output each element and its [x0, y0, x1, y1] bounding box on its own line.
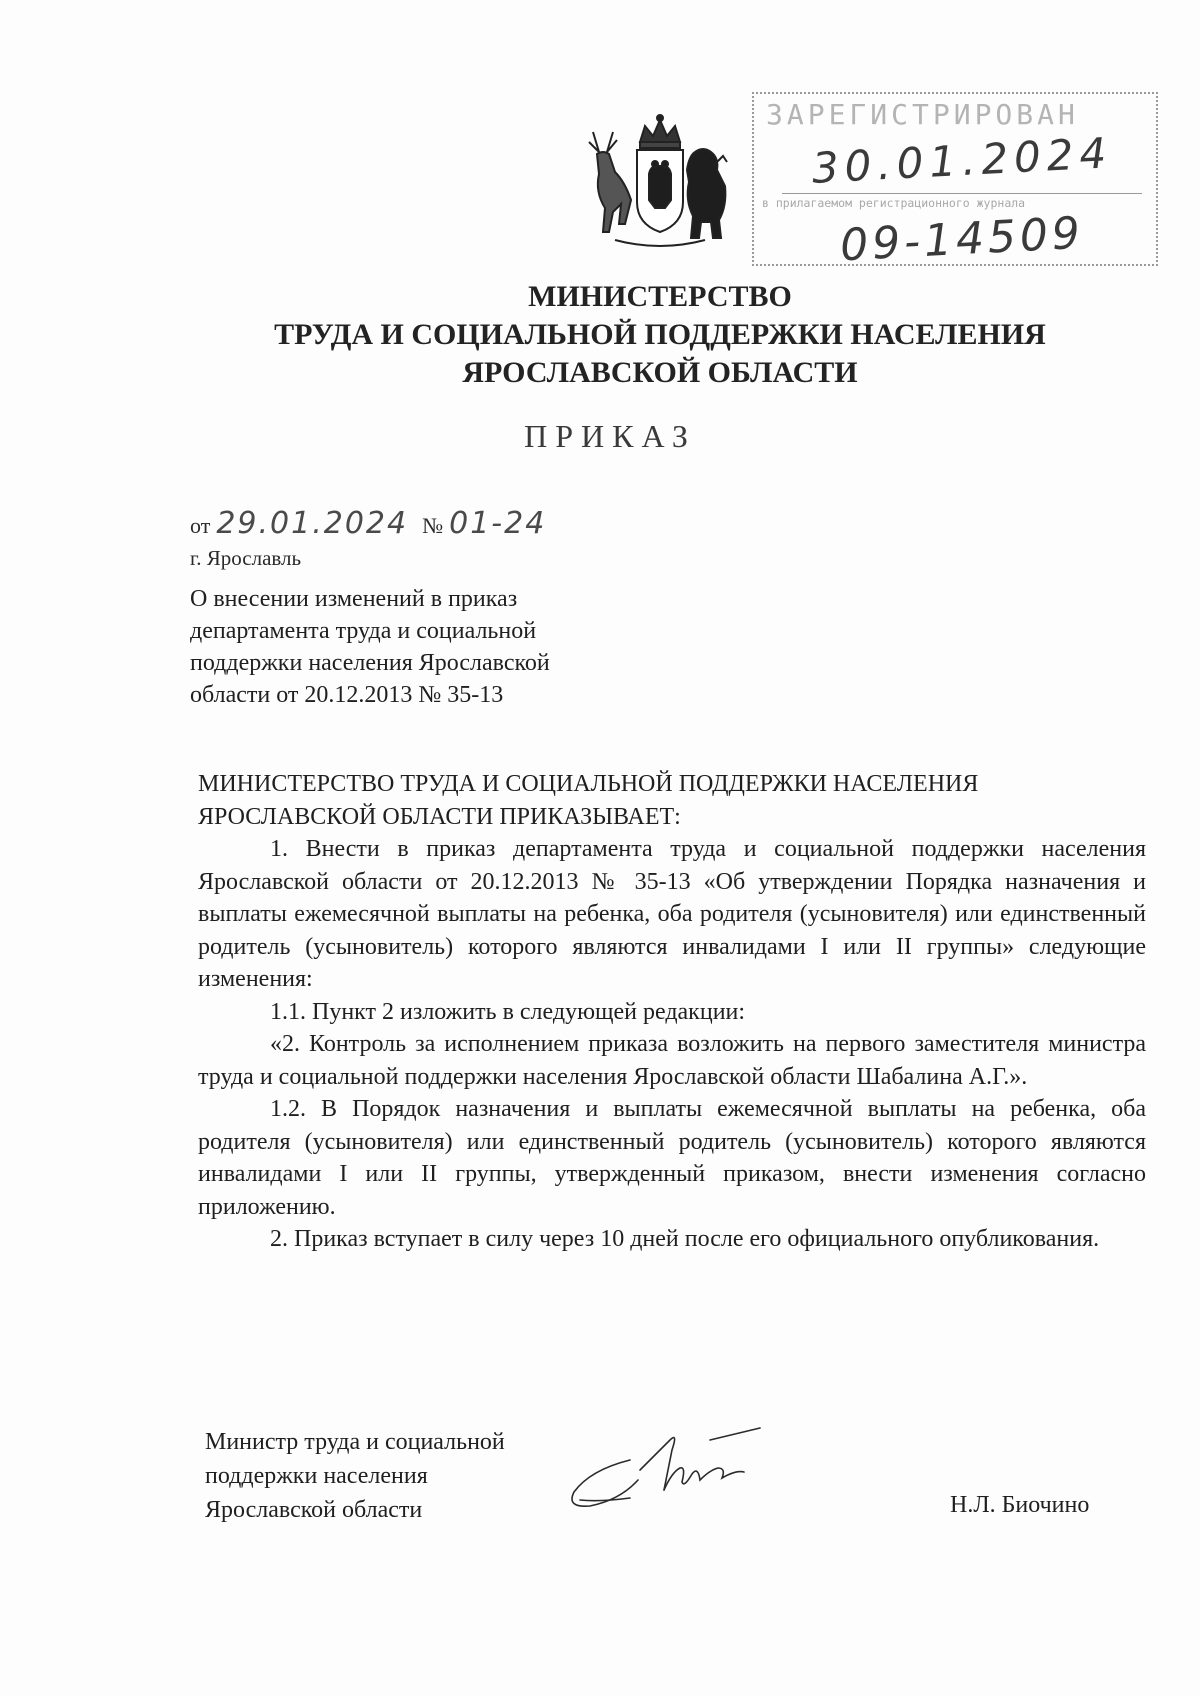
order-item-1-1-quote: «2. Контроль за исполнением приказа возложить на первого заместителя министра труда и социальной поддержки населения Ярославской области Шабалина А.Г.».: [198, 1031, 1146, 1090]
order-number-label: №: [422, 513, 444, 538]
signer-title-line-1: Министр труда и социальной: [205, 1429, 505, 1455]
order-date: 29.01.2024: [216, 506, 409, 541]
ministry-heading: [200, 278, 1120, 392]
signer-name: Н.Л. Биочино: [950, 1492, 1090, 1518]
stamp-registration-date: 30.01.2024: [810, 128, 1114, 193]
signer-title-line-3: Ярославской области: [205, 1497, 423, 1523]
ministry-heading-line-3: ЯРОСЛАВСКОЙ ОБЛАСТИ: [462, 356, 858, 389]
order-title: ПРИКАЗ: [524, 418, 696, 454]
order-item-1: 1. Внести в приказ департамента труда и социальной поддержки населения Ярославской области от 20.12.2013 № 35-13 «Об утверждении Порядка назначения и выплаты ежемесячной выплаты на ребенка, оба родителя (усыновителя) или единственный родитель (усыновитель) которого являются инвалидами I или II группы» следующие изменения:: [198, 836, 1146, 992]
handwritten-signature: [560, 1410, 790, 1520]
stamp-registration-number: 09-14509: [838, 207, 1086, 272]
order-from-label: от: [190, 513, 211, 538]
stamp-divider: [782, 193, 1142, 194]
ministry-heading-line-1: МИНИСТЕРСТВО: [528, 280, 792, 313]
registration-stamp: [752, 92, 1156, 272]
subject-line-3: поддержки населения Ярославской: [190, 650, 550, 676]
signer-title: [205, 1425, 585, 1527]
order-date-number-line: [190, 506, 710, 550]
signer-title-line-2: поддержки населения: [205, 1463, 428, 1489]
order-number: 01-24: [449, 506, 547, 541]
order-intro: МИНИСТЕРСТВО ТРУДА И СОЦИАЛЬНОЙ ПОДДЕРЖКИ НАСЕЛЕНИЯ ЯРОСЛАВСКОЙ ОБЛАСТИ ПРИКАЗЫВАЕТ:: [198, 771, 979, 830]
order-item-1-1: 1.1. Пункт 2 изложить в следующей редакции:: [270, 998, 746, 1025]
order-city: г. Ярославль: [190, 546, 302, 570]
stamp-subtitle: в прилагаемом регистрационного журнала: [762, 196, 1026, 210]
order-body: [198, 768, 1146, 1256]
order-item-1-2: 1.2. В Порядок назначения и выплаты ежемесячной выплаты на ребенка, оба родителя (усыновителя) или единственный родитель (усыновитель) которого являются инвалидами I или II группы, утвержденный приказом, внести изменения согласно приложению.: [198, 1096, 1146, 1220]
subject-line-1: О внесении изменений в приказ: [190, 586, 518, 612]
stamp-title: ЗАРЕГИСТРИРОВАН: [766, 98, 1079, 131]
coat-of-arms-emblem: [585, 112, 735, 252]
order-item-2: 2. Приказ вступает в силу через 10 дней после его официального опубликования.: [270, 1226, 1100, 1252]
subject-line-4: области от 20.12.2013 № 35-13: [190, 682, 504, 708]
ministry-heading-line-2: ТРУДА И СОЦИАЛЬНОЙ ПОДДЕРЖКИ НАСЕЛЕНИЯ: [274, 318, 1046, 351]
subject-line-2: департамента труда и социальной: [190, 618, 537, 644]
order-subject: [190, 583, 650, 711]
